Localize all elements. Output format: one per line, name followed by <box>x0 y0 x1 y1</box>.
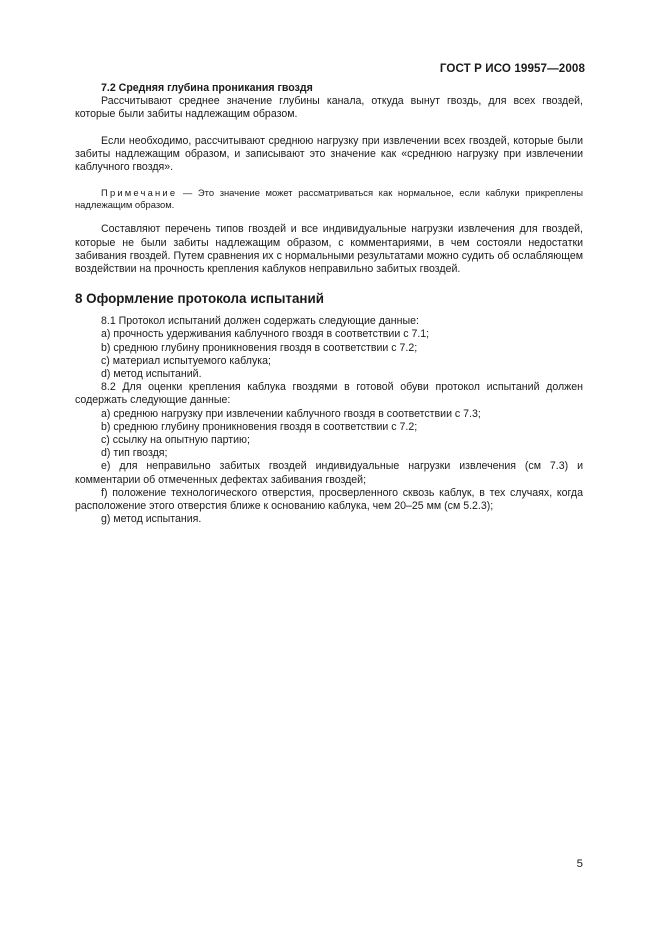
page-number: 5 <box>576 858 583 870</box>
defects-paragraph: Составляют перечень типов гвоздей и все индивидуальные нагрузки извлечения для гвоздей, которые не были забиты надлежащим образом, с комментариями, в чем состояли недостатки забивания гвоздей. Путем сравнения их с нормальными результатами можно судить об ослабляющем воздействии на прочность крепления каблуков неправильно забитых гвоздей. <box>75 223 583 276</box>
section-8-title: 8 Оформление протокола испытаний <box>75 291 324 307</box>
document-code: ГОСТ Р ИСО 19957—2008 <box>439 62 585 75</box>
list-item: b) среднюю глубину проникновения гвоздя в соответствии с 7.2; <box>101 341 418 354</box>
list-item: g) метод испытания. <box>101 513 202 526</box>
section-7-3-title <box>75 122 583 135</box>
list-item: c) ссылку на опытную партию; <box>101 434 250 447</box>
list-item: d) метод испытаний. <box>101 368 202 381</box>
section-7-2-title: 7.2 Средняя глубина проникания гвоздя <box>101 82 313 94</box>
list-item: d) тип гвоздя; <box>101 447 168 460</box>
list-item: e) для неправильно забитых гвоздей индивидуальные нагрузки извлечения (см 7.3) и комментарии об отмеченных дефектах забивания гвоздей; <box>75 460 583 486</box>
section-8-1-intro: 8.1 Протокол испытаний должен содержать следующие данные: <box>101 315 419 328</box>
list-item: c) материал испытуемого каблука; <box>101 354 271 367</box>
list-item: f) положение технологического отверстия, просверленного сквозь каблук, в тех случаях, когда расположение этого отверстия ближе к основанию каблука, чем 20–25 мм (см 5.2.3); <box>75 486 583 513</box>
page-body <box>75 82 583 526</box>
list-item: a) среднюю нагрузку при извлечении каблучного гвоздя в соответствии с 7.3; <box>101 407 481 420</box>
note <box>75 187 583 211</box>
note-label: Примечание <box>101 187 178 199</box>
section-7-2-text: Рассчитывают среднее значение глубины канала, откуда вынут гвоздь, для всех гвоздей, которые были забиты надлежащим образом. <box>75 95 583 121</box>
list-item: a) прочность удерживания каблучного гвоздя в соответствии с 7.1; <box>101 328 430 341</box>
section-8-2-intro: 8.2 Для оценки крепления каблука гвоздями в готовой обуви протокол испытаний должен содержать следующие данные: <box>75 381 583 407</box>
list-item: b) среднюю глубину проникновения гвоздя в соответствии с 7.2; <box>101 420 418 433</box>
note-text: — Это значение может рассматриваться как нормальное, если каблуки прикреплены надлежащим образом. <box>75 187 583 211</box>
section-7-3-text: Если необходимо, рассчитывают среднюю нагрузку при извлечении всех гвоздей, которые были забиты надлежащим образом, и записывают это значение как «среднюю нагрузку при извлечении каблучного гвоздя». <box>75 134 583 174</box>
